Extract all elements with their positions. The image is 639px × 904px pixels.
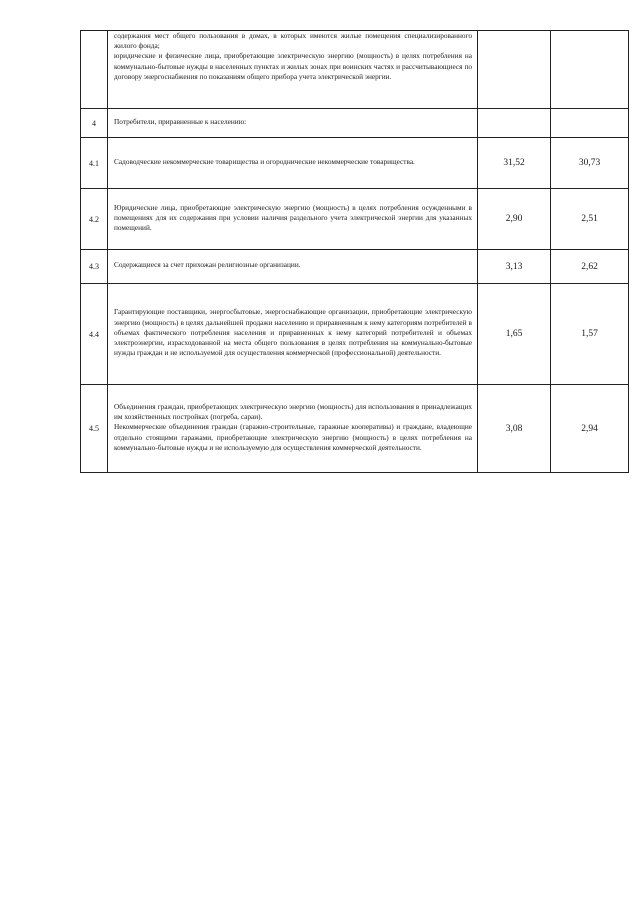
description-paragraph: юридические и физические лица, приобретающие электрическую энергию (мощность) в целях потребления на коммунально-бытовые нужды в населенных пунктах и жилых зонах при воинских частях и рассчитывающиеся по договору энергоснабжения по показаниям общего прибора учета электрической энергии. — [114, 51, 472, 81]
tariff-value-1 — [478, 31, 551, 109]
tariff-table — [80, 30, 629, 473]
tariff-value-1: 2,90 — [478, 189, 551, 250]
tariff-value-2: 1,57 — [551, 284, 629, 385]
row-number: 4.2 — [81, 189, 108, 250]
description-paragraph: Садоводческие некоммерческие товарищества и огороднические некоммерческие товарищества. — [114, 156, 415, 166]
description-paragraph: Содержащиеся за счет прихожан религиозные организации. — [114, 260, 301, 270]
tariff-value-2: 2,94 — [551, 385, 629, 473]
tariff-value-1: 1,65 — [478, 284, 551, 385]
tariff-value-2 — [551, 31, 629, 109]
row-number — [81, 31, 108, 109]
row-number: 4.5 — [81, 385, 108, 473]
description-paragraph: Некоммерческие объединения граждан (гаражно-строительные, гаражные кооперативы) и граждане, владеющие отдельно стоящими гаражами, приобретающие электрическую энергию (мощность) в целях потребления на коммунально-бытовые нужды и не используемую для осуществления коммерческой деятельности. — [114, 422, 472, 452]
row-number: 4.3 — [81, 250, 108, 284]
description-paragraph: Потребители, приравненные к населению: — [114, 116, 247, 126]
row-description — [108, 385, 478, 473]
tariff-value-1 — [478, 109, 551, 138]
description-paragraph: содержания мест общего пользования в домах, в которых имеются жилые помещения специализированного жилого фонда; — [114, 31, 472, 51]
table-row — [81, 31, 629, 109]
tariff-value-2 — [551, 109, 629, 138]
row-description — [108, 109, 478, 138]
description-paragraph: Гарантирующие поставщики, энергосбытовые, энергоснабжающие организации, приобретающие электрическую энергию (мощность) в целях дальнейшей продажи населению и приравненным к нему категориям потребителей в объемах фактического потребления населения и приравненных к нему категорий потребителей и объемах электроэнергии, израсходованной на места общего пользования в целях потребления на коммунально-бытовые нужды граждан и не используемой для осуществления коммерческой (профессиональной) деятельности. — [114, 307, 472, 358]
row-description — [108, 31, 478, 109]
table-row — [81, 385, 629, 473]
description-paragraph: Юридические лица, приобретающие электрическую энергию (мощность) в целях потребления осужденными в помещениях для их содержания при условии наличия раздельного учета электрической энергии для указанных помещений. — [114, 202, 472, 233]
description-paragraph: Объединения граждан, приобретающих электрическую энергию (мощность) для использования в принадлежащих им хозяйственных постройках (погреба, сараи). — [114, 401, 472, 422]
table-row — [81, 250, 629, 284]
row-number: 4.4 — [81, 284, 108, 385]
row-description — [108, 250, 478, 284]
table-row — [81, 284, 629, 385]
row-description — [108, 138, 478, 189]
tariff-value-2: 2,62 — [551, 250, 629, 284]
tariff-value-2: 30,73 — [551, 138, 629, 189]
tariff-value-2: 2,51 — [551, 189, 629, 250]
row-number: 4.1 — [81, 138, 108, 189]
table-row — [81, 109, 629, 138]
table-row — [81, 189, 629, 250]
row-description — [108, 284, 478, 385]
row-description — [108, 189, 478, 250]
tariff-value-1: 3,08 — [478, 385, 551, 473]
row-number: 4 — [81, 109, 108, 138]
tariff-value-1: 31,52 — [478, 138, 551, 189]
table-row — [81, 138, 629, 189]
tariff-value-1: 3,13 — [478, 250, 551, 284]
